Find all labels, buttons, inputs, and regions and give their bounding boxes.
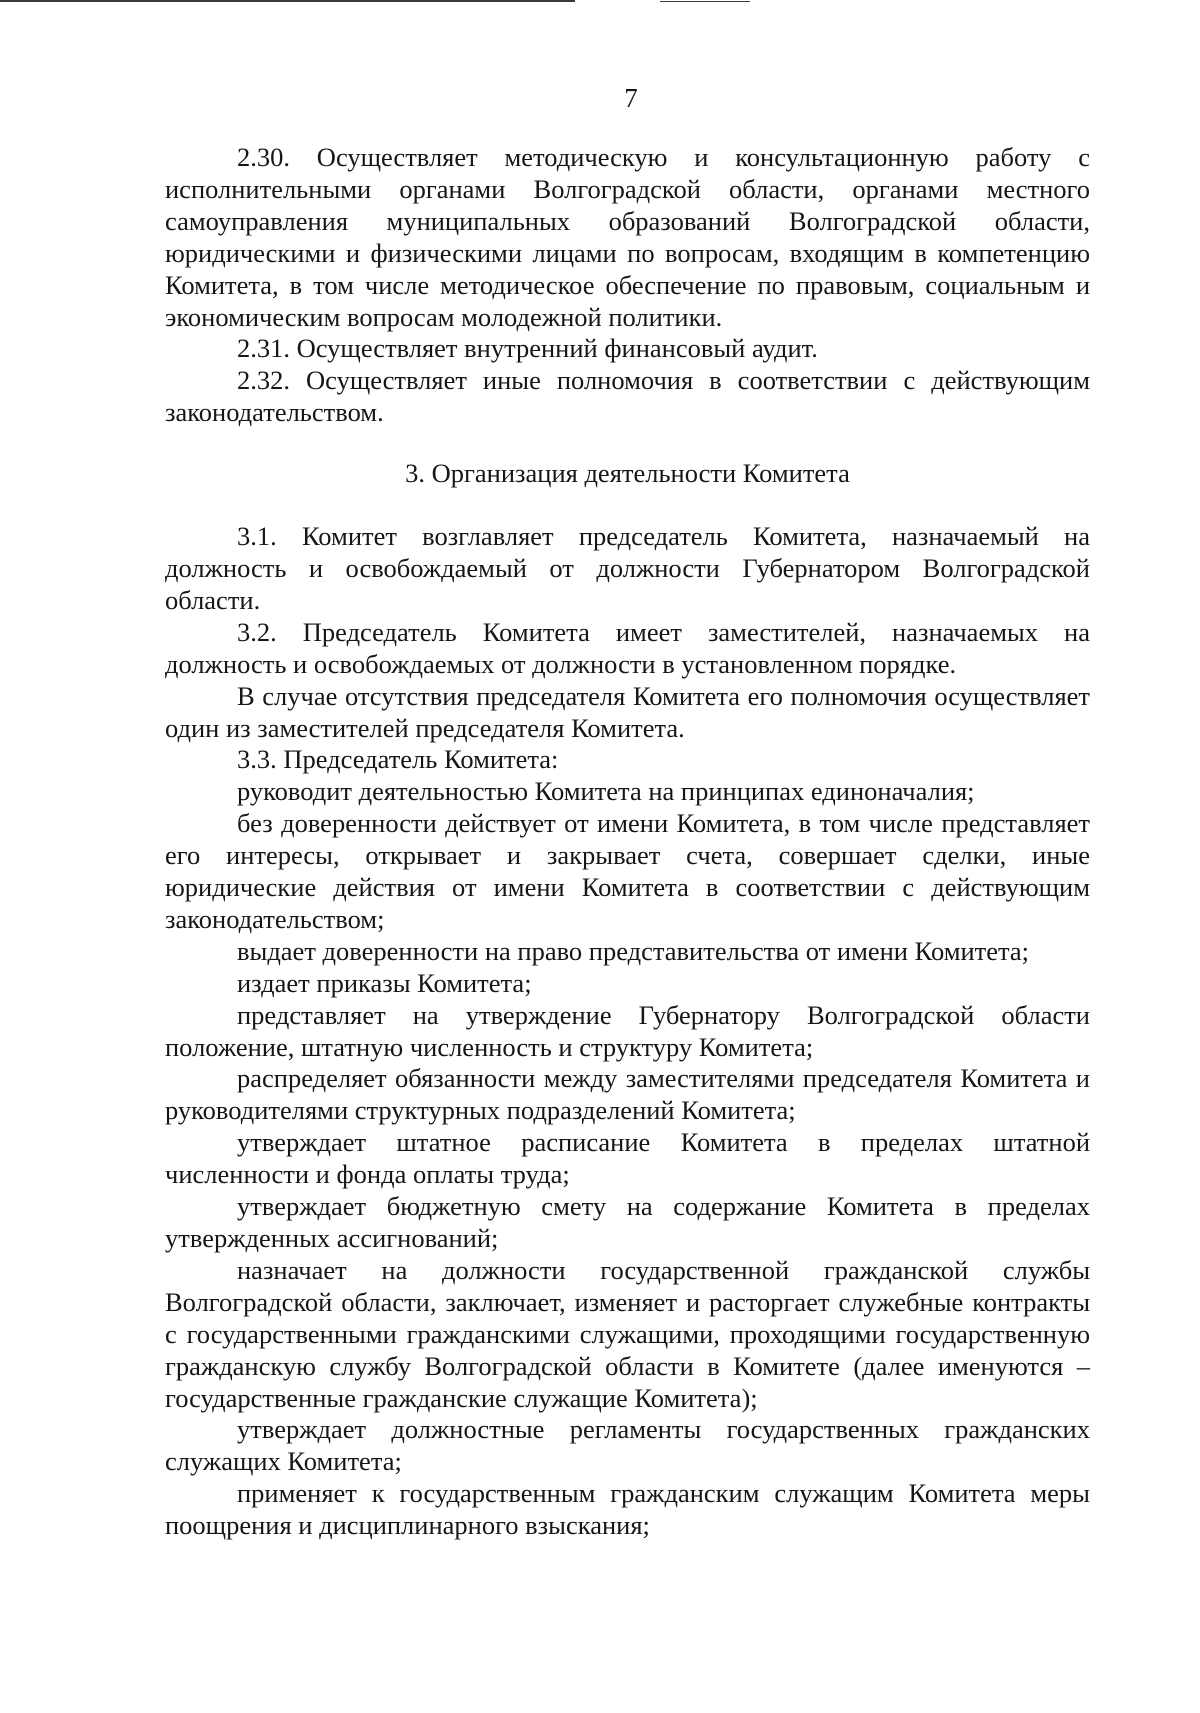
list-item: применяет к государственным гражданским служащим Комитета меры поощрения и дисциплинарного взыскания; bbox=[165, 1478, 1090, 1541]
paragraph-2-30: 2.30. Осуществляет методическую и консультационную работу с исполнительными органами Волгоградской области, органами местного самоуправления муниципальных образований Волгоградской области, юридическими и физическими лицами по вопросам, входящим в компетенцию Комитета, в том числе методическое обеспечение по правовым, социальным и экономическим вопросам молодежной политики. bbox=[165, 142, 1090, 332]
paragraph-2-32: 2.32. Осуществляет иные полномочия в соответствии с действующим законодательством. bbox=[165, 365, 1090, 428]
list-item: назначает на должности государственной гражданской службы Волгоградской области, заключает, изменяет и расторгает служебные контракты с государственными гражданскими служащими, проходящими государственную гражданскую службу Волгоградской области в Комитете (далее именуются – государственные гражданские служащие Комитета); bbox=[165, 1254, 1090, 1413]
list-item: представляет на утверждение Губернатору Волгоградской области положение, штатную численность и структуру Комитета; bbox=[165, 999, 1090, 1062]
list-item: без доверенности действует от имени Комитета, в том числе представляет его интересы, открывает и закрывает счета, совершает сделки, иные юридические действия от имени Комитета в соответствии с действующим законодательством; bbox=[165, 808, 1090, 934]
list-item: утверждает должностные регламенты государственных гражданских служащих Комитета; bbox=[165, 1414, 1090, 1477]
document-body bbox=[165, 142, 1090, 1542]
list-item: утверждает бюджетную смету на содержание Комитета в пределах утвержденных ассигнований; bbox=[165, 1191, 1090, 1253]
paragraph-3-2: 3.2. Председатель Комитета имеет заместителей, назначаемых на должность и освобождаемых от должности в установленном порядке. bbox=[165, 616, 1090, 679]
list-item: утверждает штатное расписание Комитета в пределах штатной численности и фонда оплаты труда; bbox=[165, 1127, 1090, 1190]
paragraph-2-31: 2.31. Осуществляет внутренний финансовый аудит. bbox=[237, 333, 818, 364]
list-item: выдает доверенности на право представительства от имени Комитета; bbox=[237, 935, 1030, 966]
list-item: распределяет обязанности между заместителями председателя Комитета и руководителями структурных подразделений Комитета; bbox=[165, 1063, 1090, 1126]
page-number: 7 bbox=[624, 83, 638, 113]
paragraph-3-1: 3.1. Комитет возглавляет председатель Комитета, назначаемый на должность и освобождаемый от должности Губернатором Волгоградской области. bbox=[165, 521, 1090, 615]
scan-edge-artifact bbox=[0, 0, 575, 2]
list-item: руководит деятельностью Комитета на принципах единоначалия; bbox=[237, 776, 975, 807]
section-heading: 3. Организация деятельности Комитета bbox=[405, 458, 850, 489]
paragraph-deputy: В случае отсутствия председателя Комитета его полномочия осуществляет один из заместителей председателя Комитета. bbox=[165, 680, 1090, 743]
list-item: издает приказы Комитета; bbox=[237, 967, 532, 998]
scan-edge-artifact bbox=[660, 1, 750, 2]
paragraph-3-3: 3.3. Председатель Комитета: bbox=[237, 744, 559, 775]
